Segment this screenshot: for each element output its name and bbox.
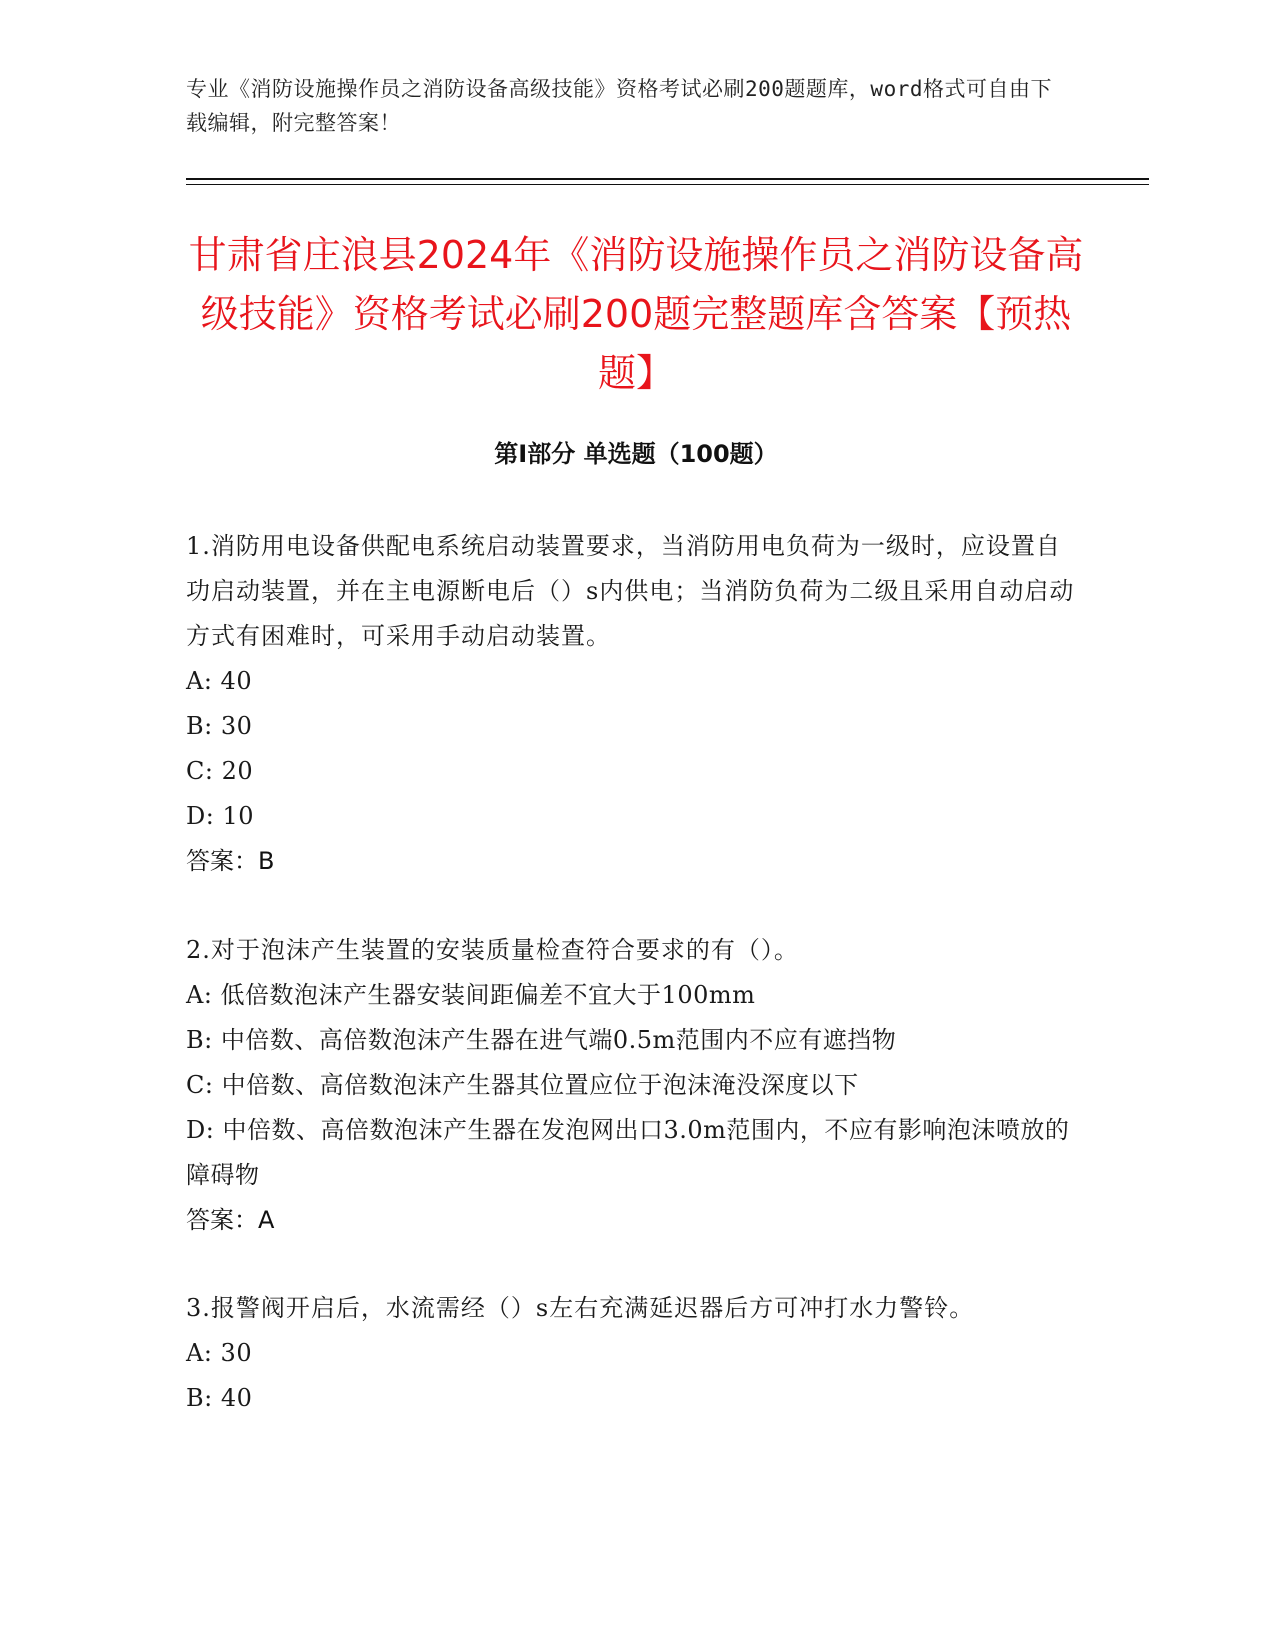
option-a: A: 40 (186, 667, 253, 695)
answer: 答案：B (186, 847, 275, 875)
question-stem: 3.报警阀开启后，水流需经（）s左右充满延迟器后方可冲打水力警铃。 (186, 1294, 975, 1322)
question-stem: 2.对于泡沫产生装置的安装质量检查符合要求的有（）。 (186, 936, 799, 964)
option-a: A: 30 (186, 1339, 253, 1367)
option-d: D: 10 (186, 802, 254, 830)
section-title: 第Ⅰ部分 单选题（100题） (494, 440, 778, 468)
header-note: 专业《消防设施操作员之消防设备高级技能》资格考试必刷200题题库，word格式可自由下载编辑，附完整答案！ (186, 77, 1052, 135)
option-d: D: 中倍数、高倍数泡沫产生器在发泡网出口3.0m范围内，不应有影响泡沫喷放的障碍物 (186, 1116, 1070, 1189)
question-stem: 1.消防用电设备供配电系统启动装置要求，当消防用电负荷为一级时，应设置自功启动装置，并在主电源断电后（）s内供电；当消防负荷为二级且采用自动启动方式有困难时，可采用手动启动装置。 (186, 532, 1075, 650)
question-1 (186, 524, 1076, 884)
option-b: B: 40 (186, 1384, 253, 1412)
option-a: A: 低倍数泡沫产生器安装间距偏差不宜大于100mm (186, 981, 756, 1009)
option-c: C: 中倍数、高倍数泡沫产生器其位置应位于泡沫淹没深度以下 (186, 1071, 859, 1099)
header-rule-thin (186, 184, 1149, 185)
option-c: C: 20 (186, 757, 254, 785)
answer: 答案：A (186, 1206, 275, 1234)
option-b: B: 中倍数、高倍数泡沫产生器在进气端0.5m范围内不应有遮挡物 (186, 1026, 897, 1054)
question-2 (186, 928, 1076, 1243)
question-3 (186, 1286, 1076, 1421)
option-b: B: 30 (186, 712, 253, 740)
header-rule-thick (186, 178, 1149, 180)
document-title: 甘肃省庄浪县2024年《消防设施操作员之消防设备高级技能》资格考试必刷200题完整题库含答案【预热题】 (188, 233, 1084, 395)
